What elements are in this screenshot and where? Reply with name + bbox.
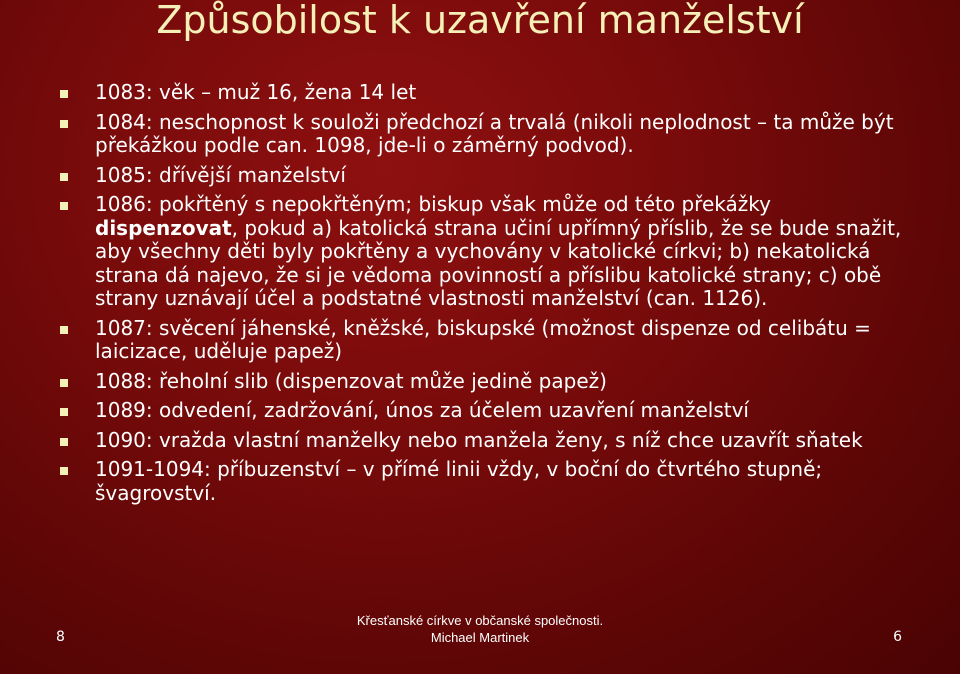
bullet-item (58, 317, 908, 364)
square-bullet-icon (60, 408, 68, 416)
bullet-text-bold: dispenzovat (95, 215, 232, 240)
bullet-text: 1083: věk – muž 16, žena 14 let (95, 80, 417, 104)
bullet-text: 1091-1094: příbuzenství – v přímé linii vždy, v boční do čtvrtého stupně; švagrovství. (95, 457, 823, 505)
bullet-text: 1088: řeholní slib (dispenzovat může jedině papež) (95, 368, 607, 393)
bullet-item (58, 193, 908, 311)
bullet-item (58, 164, 908, 188)
square-bullet-icon (60, 438, 68, 446)
bullet-list (58, 81, 908, 511)
square-bullet-icon (60, 90, 68, 98)
slide-title: Způsobilost k uzavření manželství (156, 0, 804, 42)
bullet-item (58, 429, 908, 453)
bullet-item (58, 399, 908, 423)
footer-author: Michael Martinek (430, 630, 530, 645)
bullet-text: 1085: dřívější manželství (95, 162, 346, 187)
bullet-text-part: 1086: pokřtěný s nepokřtěným; biskup však může od této překážky (95, 192, 771, 216)
square-bullet-icon (60, 173, 68, 181)
bullet-text: 1084: neschopnost k souloži předchozí a trvalá (nikoli neplodnost – ta může být překážkou podle can. 1098, jde-li o záměrný podvod). (95, 109, 894, 157)
bullet-text: 1089: odvedení, zadržování, únos za účelem uzavření manželství (95, 398, 749, 422)
bullet-text: 1087: svěcení jáhenské, kněžské, biskupské (možnost dispenze od celibátu = laicizace, uděluje papež) (95, 315, 871, 363)
bullet-item (58, 81, 908, 105)
bullet-text: 1090: vražda vlastní manželky nebo manžela ženy, s níž chce uzavřít sňatek (95, 427, 863, 452)
footer-caption-line: Křesťanské církve v občanské společnosti. (356, 613, 604, 628)
bullet-item (58, 458, 908, 505)
square-bullet-icon (60, 120, 68, 128)
footer-page-number-right: 6 (893, 629, 902, 645)
square-bullet-icon (60, 467, 68, 475)
bullet-item (58, 370, 908, 394)
footer-slide-number-left: 8 (56, 629, 65, 645)
bullet-text-part: , pokud a) katolická strana učiní upřímný příslib, že se bude snažit, aby všechny děti byly pokřtěny a vychovány v katolické církvi; b) nekatolická strana dá najevo, že si je vědoma povinností a příslibu katolické strany; c) obě strany uznávají účel a podstatné vlastnosti manželství (can. 1126). (95, 215, 902, 310)
square-bullet-icon (60, 379, 68, 387)
footer-caption (280, 612, 680, 646)
bullet-item (58, 111, 908, 158)
square-bullet-icon (60, 326, 68, 334)
square-bullet-icon (60, 202, 68, 210)
